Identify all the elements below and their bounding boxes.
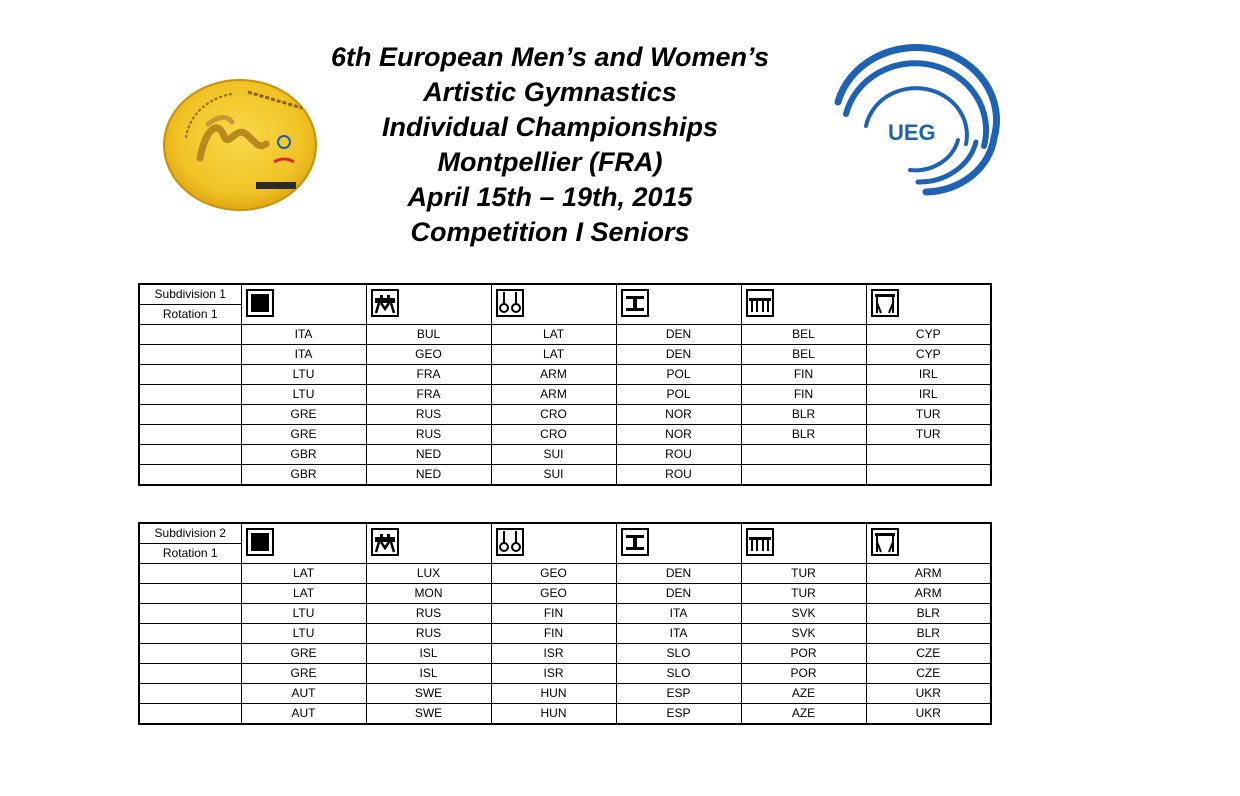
apparatus-high-bar <box>866 523 991 564</box>
country-cell: NED <box>366 465 491 486</box>
country-cell: AUT <box>241 704 366 725</box>
country-cell: GEO <box>366 345 491 365</box>
country-cell: SUI <box>491 445 616 465</box>
country-cell: GEO <box>491 584 616 604</box>
country-cell: POL <box>616 365 741 385</box>
apparatus-pommel-horse <box>366 523 491 564</box>
country-cell: LUX <box>366 564 491 584</box>
country-cell: LTU <box>241 604 366 624</box>
country-cell: CZE <box>866 644 991 664</box>
country-cell: TUR <box>866 425 991 445</box>
apparatus-rings <box>491 284 616 325</box>
country-cell: GBR <box>241 445 366 465</box>
high-bar-icon <box>871 528 899 556</box>
row-label-cell <box>139 584 241 604</box>
country-cell: ITA <box>241 325 366 345</box>
floor-icon <box>246 528 274 556</box>
country-cell: ROU <box>616 445 741 465</box>
country-cell: SWE <box>366 704 491 725</box>
country-cell: POR <box>741 644 866 664</box>
country-cell: RUS <box>366 425 491 445</box>
row-label-cell <box>139 345 241 365</box>
country-cell: FIN <box>491 604 616 624</box>
country-cell: DEN <box>616 345 741 365</box>
row-label-cell <box>139 604 241 624</box>
apparatus-parallel-bars <box>741 523 866 564</box>
ueg-logo-text: UEG <box>888 120 936 145</box>
table-row <box>139 345 991 365</box>
table-row <box>139 385 991 405</box>
title-line-2: Artistic Gymnastics <box>423 77 677 107</box>
country-cell: SLO <box>616 644 741 664</box>
country-cell: CRO <box>491 405 616 425</box>
country-cell: POR <box>741 664 866 684</box>
row-label-cell <box>139 684 241 704</box>
country-cell: LAT <box>491 345 616 365</box>
country-cell: TUR <box>741 584 866 604</box>
country-cell <box>866 445 991 465</box>
country-cell: BLR <box>866 624 991 644</box>
row-label-cell <box>139 405 241 425</box>
country-cell: SUI <box>491 465 616 486</box>
vault-icon <box>621 289 649 317</box>
table-row <box>139 425 991 445</box>
country-cell: DEN <box>616 564 741 584</box>
country-cell: RUS <box>366 405 491 425</box>
floor-icon <box>246 289 274 317</box>
header-label-cell <box>139 523 241 564</box>
country-cell <box>866 465 991 486</box>
country-cell: GRE <box>241 425 366 445</box>
header-label-cell <box>139 284 241 325</box>
country-cell: MON <box>366 584 491 604</box>
country-cell: GRE <box>241 644 366 664</box>
vault-icon <box>621 528 649 556</box>
pommel-horse-icon <box>371 528 399 556</box>
table-header-row <box>139 523 991 564</box>
country-cell: TUR <box>741 564 866 584</box>
parallel-bars-icon <box>746 528 774 556</box>
country-cell: IRL <box>866 365 991 385</box>
country-cell: CYP <box>866 345 991 365</box>
title-line-5: April 15th – 19th, 2015 <box>407 182 693 212</box>
country-cell: SWE <box>366 684 491 704</box>
parallel-bars-icon <box>746 289 774 317</box>
country-cell: HUN <box>491 684 616 704</box>
row-label-cell <box>139 445 241 465</box>
country-cell: POL <box>616 385 741 405</box>
country-cell: ISL <box>366 644 491 664</box>
country-cell: BUL <box>366 325 491 345</box>
country-cell: RUS <box>366 604 491 624</box>
subdivision-label: Subdivision 1 <box>140 285 241 305</box>
table-row <box>139 664 991 684</box>
table-row <box>139 704 991 725</box>
table-row <box>139 604 991 624</box>
country-cell: NOR <box>616 405 741 425</box>
table-header-row <box>139 284 991 325</box>
table-row <box>139 584 991 604</box>
country-cell: FRA <box>366 385 491 405</box>
country-cell: AZE <box>741 704 866 725</box>
subdivision-1-table <box>138 283 992 486</box>
country-cell <box>741 445 866 465</box>
row-label-cell <box>139 325 241 345</box>
country-cell: UKR <box>866 684 991 704</box>
apparatus-high-bar <box>866 284 991 325</box>
country-cell: GRE <box>241 664 366 684</box>
country-cell: SLO <box>616 664 741 684</box>
row-label-cell <box>139 365 241 385</box>
country-cell: BLR <box>866 604 991 624</box>
country-cell: LAT <box>241 564 366 584</box>
country-cell: FIN <box>741 385 866 405</box>
country-cell: CRO <box>491 425 616 445</box>
country-cell: NED <box>366 445 491 465</box>
country-cell: AUT <box>241 684 366 704</box>
country-cell: GRE <box>241 405 366 425</box>
country-cell: ITA <box>241 345 366 365</box>
country-cell: GEO <box>491 564 616 584</box>
country-cell: ISR <box>491 644 616 664</box>
table-row <box>139 405 991 425</box>
row-label-cell <box>139 564 241 584</box>
country-cell: ARM <box>491 365 616 385</box>
apparatus-pommel-horse <box>366 284 491 325</box>
subdivision-label: Subdivision 2 <box>140 524 241 544</box>
title-line-1: 6th European Men’s and Women’s <box>330 42 770 72</box>
row-label-cell <box>139 425 241 445</box>
country-cell: ITA <box>616 624 741 644</box>
country-cell: ISL <box>366 664 491 684</box>
subdivision-2-rows <box>139 564 991 725</box>
country-cell: ARM <box>491 385 616 405</box>
page-title <box>280 40 820 250</box>
table-row <box>139 624 991 644</box>
country-cell: ESP <box>616 704 741 725</box>
country-cell: BLR <box>741 405 866 425</box>
country-cell: BEL <box>741 345 866 365</box>
country-cell: LAT <box>241 584 366 604</box>
title-line-4: Montpellier (FRA) <box>437 147 663 177</box>
country-cell: ISR <box>491 664 616 684</box>
subdivision-1-rows <box>139 325 991 486</box>
row-label-cell <box>139 465 241 486</box>
country-cell: FRA <box>366 365 491 385</box>
country-cell: CYP <box>866 325 991 345</box>
country-cell: BLR <box>741 425 866 445</box>
country-cell: ITA <box>616 604 741 624</box>
country-cell: LTU <box>241 385 366 405</box>
country-cell: LTU <box>241 624 366 644</box>
country-cell: BEL <box>741 325 866 345</box>
country-cell: GBR <box>241 465 366 486</box>
apparatus-rings <box>491 523 616 564</box>
title-line-6: Competition I Seniors <box>410 217 690 247</box>
country-cell: ARM <box>866 564 991 584</box>
row-label-cell <box>139 664 241 684</box>
country-cell: CZE <box>866 664 991 684</box>
ueg-logo <box>826 42 1002 206</box>
rotation-label: Rotation 1 <box>162 546 218 560</box>
country-cell: RUS <box>366 624 491 644</box>
row-label-cell <box>139 644 241 664</box>
country-cell: DEN <box>616 584 741 604</box>
table-row <box>139 465 991 486</box>
apparatus-vault <box>616 523 741 564</box>
country-cell: FIN <box>741 365 866 385</box>
country-cell <box>741 465 866 486</box>
country-cell: LTU <box>241 365 366 385</box>
table-row <box>139 365 991 385</box>
rings-icon <box>496 528 524 556</box>
pommel-horse-icon <box>371 289 399 317</box>
row-label-cell <box>139 385 241 405</box>
apparatus-parallel-bars <box>741 284 866 325</box>
table-row <box>139 564 991 584</box>
country-cell: NOR <box>616 425 741 445</box>
country-cell: DEN <box>616 325 741 345</box>
high-bar-icon <box>871 289 899 317</box>
country-cell: TUR <box>866 405 991 425</box>
subdivision-2-table <box>138 522 992 725</box>
country-cell: ESP <box>616 684 741 704</box>
country-cell: SVK <box>741 624 866 644</box>
country-cell: HUN <box>491 704 616 725</box>
country-cell: IRL <box>866 385 991 405</box>
country-cell: LAT <box>491 325 616 345</box>
table-row <box>139 644 991 664</box>
apparatus-floor <box>241 523 366 564</box>
country-cell: ARM <box>866 584 991 604</box>
title-line-3: Individual Championships <box>381 112 719 142</box>
country-cell: UKR <box>866 704 991 725</box>
country-cell: AZE <box>741 684 866 704</box>
country-cell: FIN <box>491 624 616 644</box>
row-label-cell <box>139 624 241 644</box>
table-row <box>139 325 991 345</box>
apparatus-floor <box>241 284 366 325</box>
country-cell: ROU <box>616 465 741 486</box>
apparatus-vault <box>616 284 741 325</box>
country-cell: SVK <box>741 604 866 624</box>
table-row <box>139 445 991 465</box>
row-label-cell <box>139 704 241 725</box>
table-row <box>139 684 991 704</box>
rings-icon <box>496 289 524 317</box>
rotation-label: Rotation 1 <box>162 307 218 321</box>
